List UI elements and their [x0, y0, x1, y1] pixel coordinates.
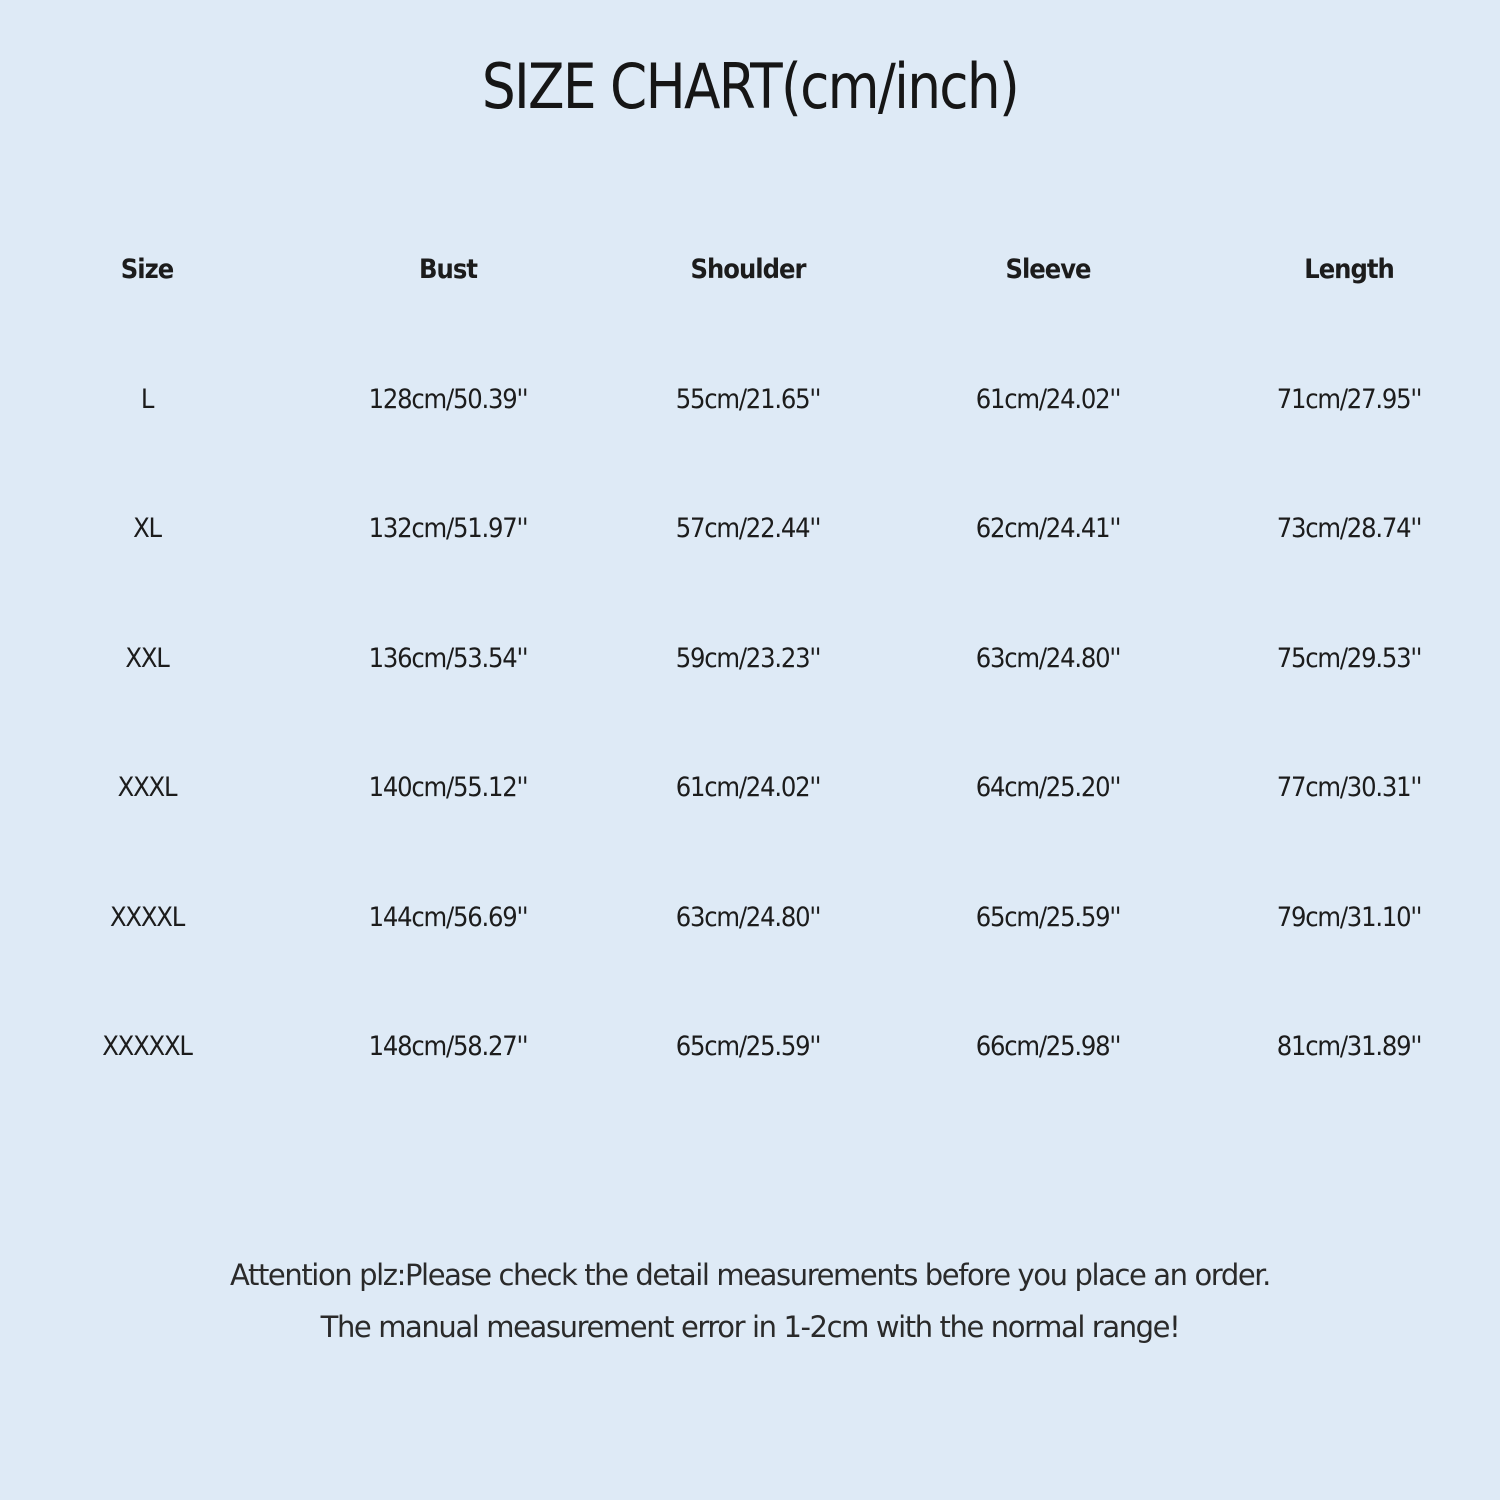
size-cell: XXL [125, 642, 169, 674]
shoulder-cell: 55cm/21.65'' [675, 383, 821, 415]
bust-cell: 148cm/58.27'' [368, 1031, 528, 1063]
table-header-row [0, 205, 1500, 335]
length-cell: 71cm/27.95'' [1276, 383, 1422, 415]
sleeve-cell: 61cm/24.02'' [975, 383, 1121, 415]
sleeve-cell: 62cm/24.41'' [975, 513, 1121, 545]
table-row [0, 464, 1500, 594]
table-row [0, 723, 1500, 853]
length-cell: 75cm/29.53'' [1276, 642, 1422, 674]
header-length: Length [1304, 254, 1394, 286]
header-bust: Bust [419, 254, 477, 286]
attention-note: Attention plz:Please check the detail measurements before you place an order. [230, 1258, 1270, 1292]
header-shoulder: Shoulder [690, 254, 806, 286]
size-table [0, 205, 1500, 1112]
shoulder-cell: 57cm/22.44'' [675, 513, 821, 545]
shoulder-cell: 65cm/25.59'' [675, 1031, 821, 1063]
page-title: SIZE CHART(cm/inch) [481, 50, 1019, 123]
header-size: Size [120, 254, 174, 286]
length-cell: 77cm/30.31'' [1276, 772, 1422, 804]
sleeve-cell: 66cm/25.98'' [975, 1031, 1121, 1063]
shoulder-cell: 63cm/24.80'' [675, 901, 821, 933]
size-cell: XL [133, 513, 161, 545]
sleeve-cell: 64cm/25.20'' [975, 772, 1121, 804]
size-cell: XXXXXL [102, 1031, 192, 1063]
bust-cell: 132cm/51.97'' [368, 513, 528, 545]
shoulder-cell: 59cm/23.23'' [675, 642, 821, 674]
sleeve-cell: 65cm/25.59'' [975, 901, 1121, 933]
measurement-error-note: The manual measurement error in 1-2cm with the normal range! [320, 1310, 1180, 1344]
length-cell: 73cm/28.74'' [1276, 513, 1422, 545]
header-sleeve: Sleeve [1005, 254, 1091, 286]
bust-cell: 144cm/56.69'' [368, 901, 528, 933]
size-cell: L [140, 383, 154, 415]
size-cell: XXXL [117, 772, 177, 804]
table-row [0, 982, 1500, 1112]
sleeve-cell: 63cm/24.80'' [975, 642, 1121, 674]
table-row [0, 335, 1500, 465]
size-cell: XXXXL [109, 901, 185, 933]
bust-cell: 128cm/50.39'' [368, 383, 528, 415]
shoulder-cell: 61cm/24.02'' [675, 772, 821, 804]
bust-cell: 136cm/53.54'' [368, 642, 528, 674]
bust-cell: 140cm/55.12'' [368, 772, 528, 804]
length-cell: 79cm/31.10'' [1276, 901, 1422, 933]
length-cell: 81cm/31.89'' [1276, 1031, 1422, 1063]
table-row [0, 853, 1500, 983]
table-row [0, 594, 1500, 724]
